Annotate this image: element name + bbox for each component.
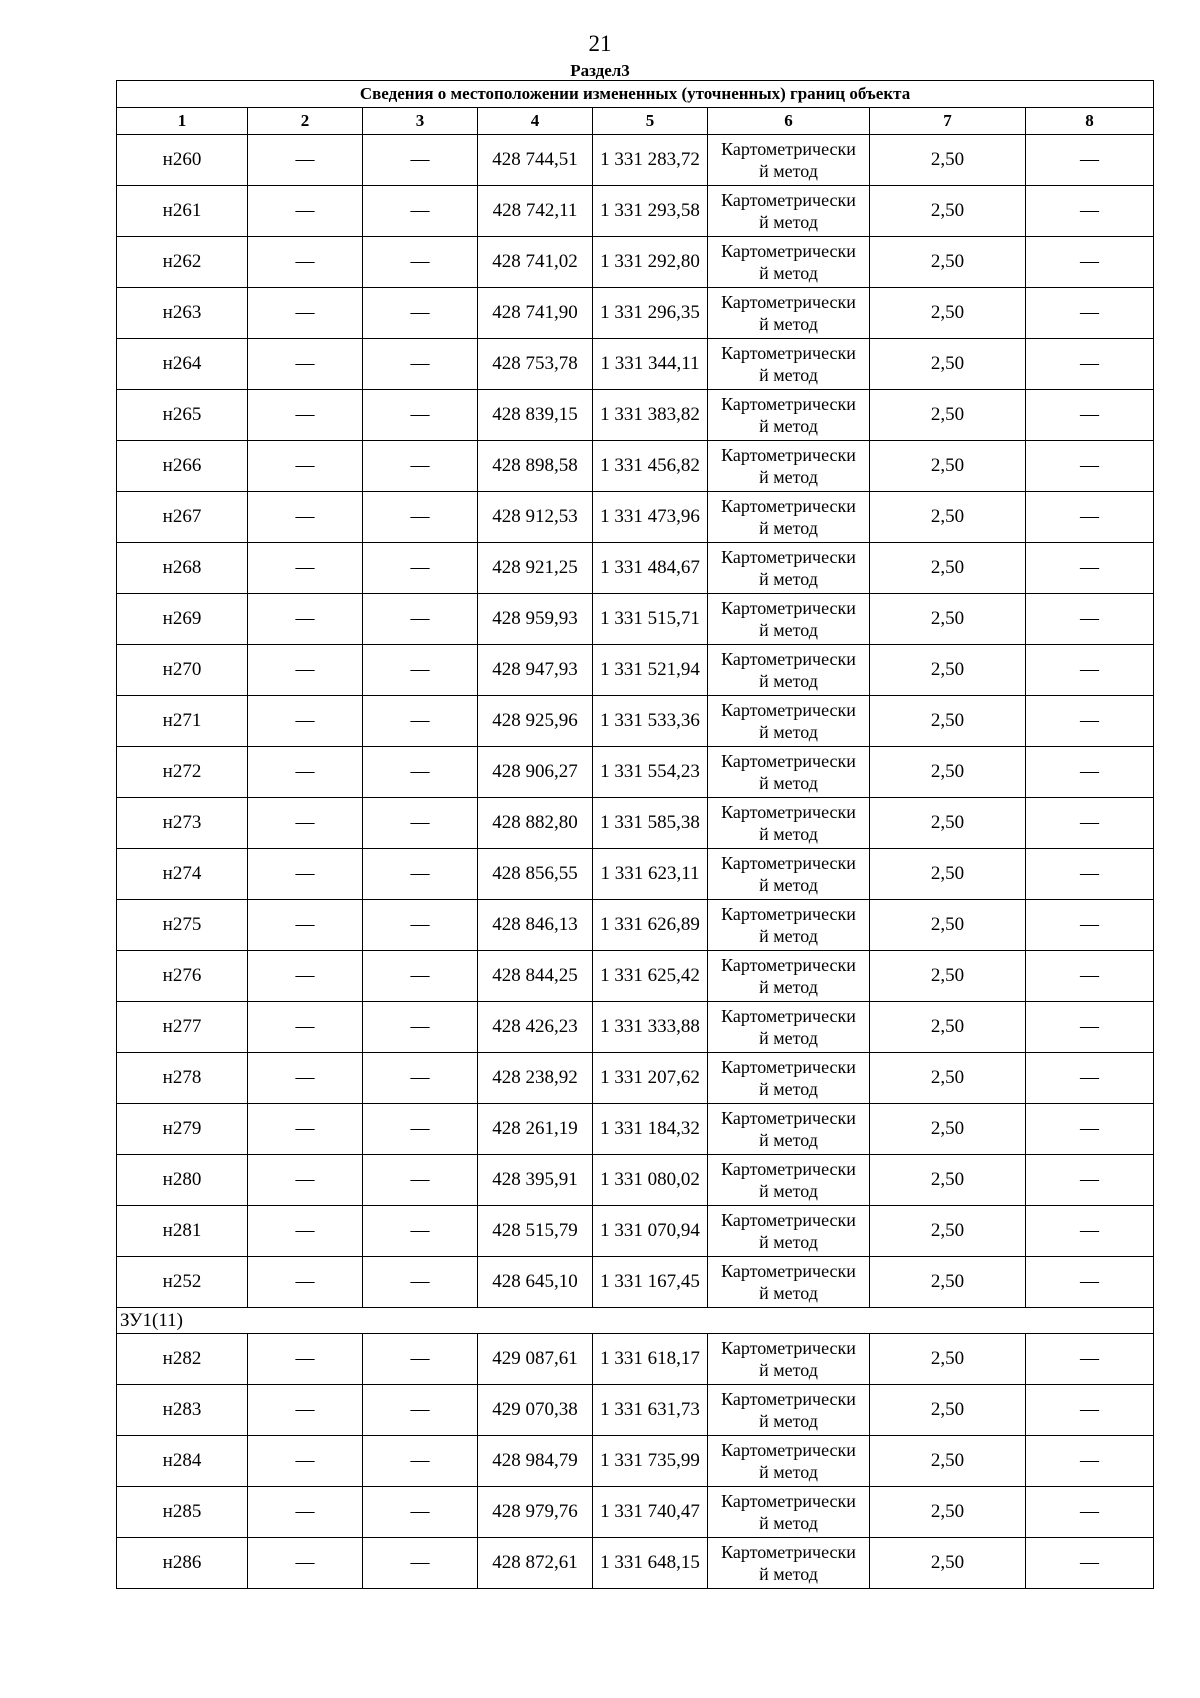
table-row [117,1385,1154,1436]
column-3-cell: — [363,849,478,900]
table-row [117,390,1154,441]
accuracy-cell: 2,50 [870,1257,1026,1308]
y-coordinate-cell: 1 331 521,94 [593,645,708,696]
accuracy-cell: 2,50 [870,645,1026,696]
y-coordinate-cell: 1 331 292,80 [593,237,708,288]
column-8-cell: — [1026,390,1154,441]
column-8-cell: — [1026,441,1154,492]
accuracy-cell: 2,50 [870,798,1026,849]
point-cell: н280 [117,1155,248,1206]
y-coordinate-cell: 1 331 070,94 [593,1206,708,1257]
point-cell: н262 [117,237,248,288]
y-coordinate-cell: 1 331 184,32 [593,1104,708,1155]
column-8-cell: — [1026,339,1154,390]
table-row [117,1257,1154,1308]
column-8-cell: — [1026,543,1154,594]
y-coordinate-cell: 1 331 623,11 [593,849,708,900]
column-3-cell: — [363,135,478,186]
column-8-cell: — [1026,1385,1154,1436]
y-coordinate-cell: 1 331 554,23 [593,747,708,798]
column-2-cell: — [248,1155,363,1206]
y-coordinate-cell: 1 331 344,11 [593,339,708,390]
column-3-cell: — [363,900,478,951]
column-3-cell: — [363,1053,478,1104]
column-3-cell: — [363,1206,478,1257]
method-cell: Картометрически й метод [708,339,870,390]
point-cell: н279 [117,1104,248,1155]
accuracy-cell: 2,50 [870,1155,1026,1206]
group-header-row [117,1308,1154,1334]
method-cell: Картометрически й метод [708,747,870,798]
column-8-cell: — [1026,1206,1154,1257]
column-2-cell: — [248,1436,363,1487]
table-row [117,1538,1154,1589]
y-coordinate-cell: 1 331 167,45 [593,1257,708,1308]
method-cell: Картометрически й метод [708,951,870,1002]
column-number-8: 8 [1026,108,1154,135]
accuracy-cell: 2,50 [870,1385,1026,1436]
point-cell: н265 [117,390,248,441]
column-3-cell: — [363,645,478,696]
table-row [117,1436,1154,1487]
column-8-cell: — [1026,798,1154,849]
column-3-cell: — [363,1002,478,1053]
x-coordinate-cell: 428 744,51 [478,135,593,186]
accuracy-cell: 2,50 [870,492,1026,543]
table-row [117,1206,1154,1257]
y-coordinate-cell: 1 331 585,38 [593,798,708,849]
point-cell: н276 [117,951,248,1002]
column-8-cell: — [1026,492,1154,543]
column-8-cell: — [1026,900,1154,951]
y-coordinate-cell: 1 331 293,58 [593,186,708,237]
method-cell: Картометрически й метод [708,1257,870,1308]
accuracy-cell: 2,50 [870,1487,1026,1538]
accuracy-cell: 2,50 [870,594,1026,645]
column-8-cell: — [1026,135,1154,186]
table-row [117,951,1154,1002]
x-coordinate-cell: 428 921,25 [478,543,593,594]
point-cell: н285 [117,1487,248,1538]
x-coordinate-cell: 428 882,80 [478,798,593,849]
method-cell: Картометрически й метод [708,1206,870,1257]
method-cell: Картометрически й метод [708,645,870,696]
y-coordinate-cell: 1 331 735,99 [593,1436,708,1487]
column-8-cell: — [1026,645,1154,696]
point-cell: н278 [117,1053,248,1104]
x-coordinate-cell: 429 087,61 [478,1334,593,1385]
column-2-cell: — [248,186,363,237]
method-cell: Картометрически й метод [708,1002,870,1053]
x-coordinate-cell: 428 959,93 [478,594,593,645]
column-3-cell: — [363,747,478,798]
column-8-cell: — [1026,849,1154,900]
x-coordinate-cell: 428 238,92 [478,1053,593,1104]
x-coordinate-cell: 428 426,23 [478,1002,593,1053]
table-row [117,135,1154,186]
column-number-7: 7 [870,108,1026,135]
table-row [117,1002,1154,1053]
x-coordinate-cell: 428 261,19 [478,1104,593,1155]
boundary-coordinates-table [116,80,1154,1589]
y-coordinate-cell: 1 331 625,42 [593,951,708,1002]
point-cell: н260 [117,135,248,186]
accuracy-cell: 2,50 [870,1053,1026,1104]
point-cell: н267 [117,492,248,543]
x-coordinate-cell: 428 741,90 [478,288,593,339]
column-3-cell: — [363,1155,478,1206]
table-row [117,237,1154,288]
accuracy-cell: 2,50 [870,1002,1026,1053]
table-row [117,543,1154,594]
point-cell: н283 [117,1385,248,1436]
table-caption-row [117,81,1154,108]
column-number-3: 3 [363,108,478,135]
x-coordinate-cell: 428 906,27 [478,747,593,798]
column-3-cell: — [363,492,478,543]
method-cell: Картометрически й метод [708,1104,870,1155]
method-cell: Картометрически й метод [708,1385,870,1436]
point-cell: н263 [117,288,248,339]
column-2-cell: — [248,390,363,441]
y-coordinate-cell: 1 331 080,02 [593,1155,708,1206]
column-3-cell: — [363,1436,478,1487]
table-row [117,1487,1154,1538]
column-number-2: 2 [248,108,363,135]
table-row [117,186,1154,237]
y-coordinate-cell: 1 331 618,17 [593,1334,708,1385]
column-2-cell: — [248,951,363,1002]
column-2-cell: — [248,798,363,849]
method-cell: Картометрически й метод [708,849,870,900]
table-row [117,594,1154,645]
table-row [117,1104,1154,1155]
column-3-cell: — [363,186,478,237]
table-row [117,492,1154,543]
column-3-cell: — [363,798,478,849]
column-2-cell: — [248,441,363,492]
x-coordinate-cell: 428 846,13 [478,900,593,951]
method-cell: Картометрически й метод [708,441,870,492]
accuracy-cell: 2,50 [870,1104,1026,1155]
point-cell: н261 [117,186,248,237]
x-coordinate-cell: 428 844,25 [478,951,593,1002]
table-row [117,1155,1154,1206]
point-cell: н266 [117,441,248,492]
column-8-cell: — [1026,288,1154,339]
method-cell: Картометрически й метод [708,492,870,543]
accuracy-cell: 2,50 [870,186,1026,237]
table-row [117,900,1154,951]
method-cell: Картометрически й метод [708,1334,870,1385]
y-coordinate-cell: 1 331 515,71 [593,594,708,645]
column-3-cell: — [363,237,478,288]
accuracy-cell: 2,50 [870,696,1026,747]
accuracy-cell: 2,50 [870,849,1026,900]
x-coordinate-cell: 428 839,15 [478,390,593,441]
column-8-cell: — [1026,1053,1154,1104]
column-3-cell: — [363,288,478,339]
column-2-cell: — [248,1053,363,1104]
column-2-cell: — [248,339,363,390]
x-coordinate-cell: 428 753,78 [478,339,593,390]
column-8-cell: — [1026,237,1154,288]
x-coordinate-cell: 428 856,55 [478,849,593,900]
y-coordinate-cell: 1 331 631,73 [593,1385,708,1436]
column-2-cell: — [248,1206,363,1257]
table-row [117,288,1154,339]
column-2-cell: — [248,1104,363,1155]
method-cell: Картометрически й метод [708,390,870,441]
x-coordinate-cell: 429 070,38 [478,1385,593,1436]
method-cell: Картометрически й метод [708,1538,870,1589]
method-cell: Картометрически й метод [708,135,870,186]
method-cell: Картометрически й метод [708,594,870,645]
column-2-cell: — [248,1257,363,1308]
y-coordinate-cell: 1 331 207,62 [593,1053,708,1104]
table-row [117,747,1154,798]
y-coordinate-cell: 1 331 740,47 [593,1487,708,1538]
point-cell: н252 [117,1257,248,1308]
accuracy-cell: 2,50 [870,543,1026,594]
accuracy-cell: 2,50 [870,390,1026,441]
accuracy-cell: 2,50 [870,135,1026,186]
x-coordinate-cell: 428 645,10 [478,1257,593,1308]
accuracy-cell: 2,50 [870,1436,1026,1487]
accuracy-cell: 2,50 [870,288,1026,339]
x-coordinate-cell: 428 898,58 [478,441,593,492]
column-3-cell: — [363,1385,478,1436]
accuracy-cell: 2,50 [870,1538,1026,1589]
column-2-cell: — [248,696,363,747]
column-3-cell: — [363,390,478,441]
column-number-row [117,108,1154,135]
page-number: 21 [588,31,612,56]
column-8-cell: — [1026,186,1154,237]
table-row [117,798,1154,849]
column-8-cell: — [1026,594,1154,645]
point-cell: н270 [117,645,248,696]
point-cell: н286 [117,1538,248,1589]
column-3-cell: — [363,339,478,390]
column-2-cell: — [248,1487,363,1538]
y-coordinate-cell: 1 331 484,67 [593,543,708,594]
column-2-cell: — [248,645,363,696]
point-cell: н264 [117,339,248,390]
point-cell: н281 [117,1206,248,1257]
accuracy-cell: 2,50 [870,1206,1026,1257]
method-cell: Картометрически й метод [708,1436,870,1487]
column-8-cell: — [1026,696,1154,747]
method-cell: Картометрически й метод [708,798,870,849]
column-2-cell: — [248,1002,363,1053]
table-row [117,339,1154,390]
y-coordinate-cell: 1 331 383,82 [593,390,708,441]
point-cell: н277 [117,1002,248,1053]
x-coordinate-cell: 428 947,93 [478,645,593,696]
method-cell: Картометрически й метод [708,543,870,594]
column-2-cell: — [248,237,363,288]
column-3-cell: — [363,543,478,594]
accuracy-cell: 2,50 [870,747,1026,798]
column-2-cell: — [248,594,363,645]
column-8-cell: — [1026,747,1154,798]
method-cell: Картометрически й метод [708,237,870,288]
method-cell: Картометрически й метод [708,1155,870,1206]
x-coordinate-cell: 428 742,11 [478,186,593,237]
accuracy-cell: 2,50 [870,951,1026,1002]
table-row [117,441,1154,492]
y-coordinate-cell: 1 331 473,96 [593,492,708,543]
column-2-cell: — [248,900,363,951]
point-cell: н272 [117,747,248,798]
y-coordinate-cell: 1 331 533,36 [593,696,708,747]
column-8-cell: — [1026,1104,1154,1155]
y-coordinate-cell: 1 331 626,89 [593,900,708,951]
accuracy-cell: 2,50 [870,441,1026,492]
column-number-5: 5 [593,108,708,135]
point-cell: н275 [117,900,248,951]
table-row [117,1334,1154,1385]
y-coordinate-cell: 1 331 648,15 [593,1538,708,1589]
method-cell: Картометрически й метод [708,186,870,237]
table-row [117,1053,1154,1104]
x-coordinate-cell: 428 925,96 [478,696,593,747]
column-2-cell: — [248,1385,363,1436]
column-8-cell: — [1026,1487,1154,1538]
column-3-cell: — [363,951,478,1002]
column-3-cell: — [363,1104,478,1155]
table-row [117,696,1154,747]
column-2-cell: — [248,747,363,798]
accuracy-cell: 2,50 [870,1334,1026,1385]
column-8-cell: — [1026,1002,1154,1053]
column-8-cell: — [1026,1436,1154,1487]
column-2-cell: — [248,1334,363,1385]
column-8-cell: — [1026,1538,1154,1589]
column-8-cell: — [1026,1257,1154,1308]
column-3-cell: — [363,1257,478,1308]
point-cell: н284 [117,1436,248,1487]
point-cell: н269 [117,594,248,645]
column-2-cell: — [248,135,363,186]
column-3-cell: — [363,1487,478,1538]
method-cell: Картометрически й метод [708,288,870,339]
x-coordinate-cell: 428 872,61 [478,1538,593,1589]
y-coordinate-cell: 1 331 456,82 [593,441,708,492]
column-8-cell: — [1026,1334,1154,1385]
point-cell: н273 [117,798,248,849]
point-cell: н271 [117,696,248,747]
x-coordinate-cell: 428 515,79 [478,1206,593,1257]
column-2-cell: — [248,543,363,594]
group-label: ЗУ1(11) [117,1308,1154,1334]
section-title: Раздел3 [570,61,630,80]
accuracy-cell: 2,50 [870,339,1026,390]
y-coordinate-cell: 1 331 333,88 [593,1002,708,1053]
column-number-6: 6 [708,108,870,135]
point-cell: н274 [117,849,248,900]
point-cell: н268 [117,543,248,594]
column-3-cell: — [363,1334,478,1385]
y-coordinate-cell: 1 331 296,35 [593,288,708,339]
accuracy-cell: 2,50 [870,900,1026,951]
point-cell: н282 [117,1334,248,1385]
method-cell: Картометрически й метод [708,1053,870,1104]
column-8-cell: — [1026,951,1154,1002]
column-3-cell: — [363,441,478,492]
method-cell: Картометрически й метод [708,900,870,951]
column-2-cell: — [248,492,363,543]
column-2-cell: — [248,849,363,900]
table-caption: Сведения о местоположении измененных (уточненных) границ объекта [117,81,1154,108]
method-cell: Картометрически й метод [708,696,870,747]
column-3-cell: — [363,594,478,645]
column-number-4: 4 [478,108,593,135]
method-cell: Картометрически й метод [708,1487,870,1538]
column-2-cell: — [248,1538,363,1589]
column-3-cell: — [363,696,478,747]
y-coordinate-cell: 1 331 283,72 [593,135,708,186]
table-body [117,135,1154,1589]
x-coordinate-cell: 428 395,91 [478,1155,593,1206]
table-row [117,849,1154,900]
x-coordinate-cell: 428 912,53 [478,492,593,543]
x-coordinate-cell: 428 984,79 [478,1436,593,1487]
table-row [117,645,1154,696]
column-3-cell: — [363,1538,478,1589]
column-8-cell: — [1026,1155,1154,1206]
column-number-1: 1 [117,108,248,135]
accuracy-cell: 2,50 [870,237,1026,288]
x-coordinate-cell: 428 979,76 [478,1487,593,1538]
column-2-cell: — [248,288,363,339]
x-coordinate-cell: 428 741,02 [478,237,593,288]
